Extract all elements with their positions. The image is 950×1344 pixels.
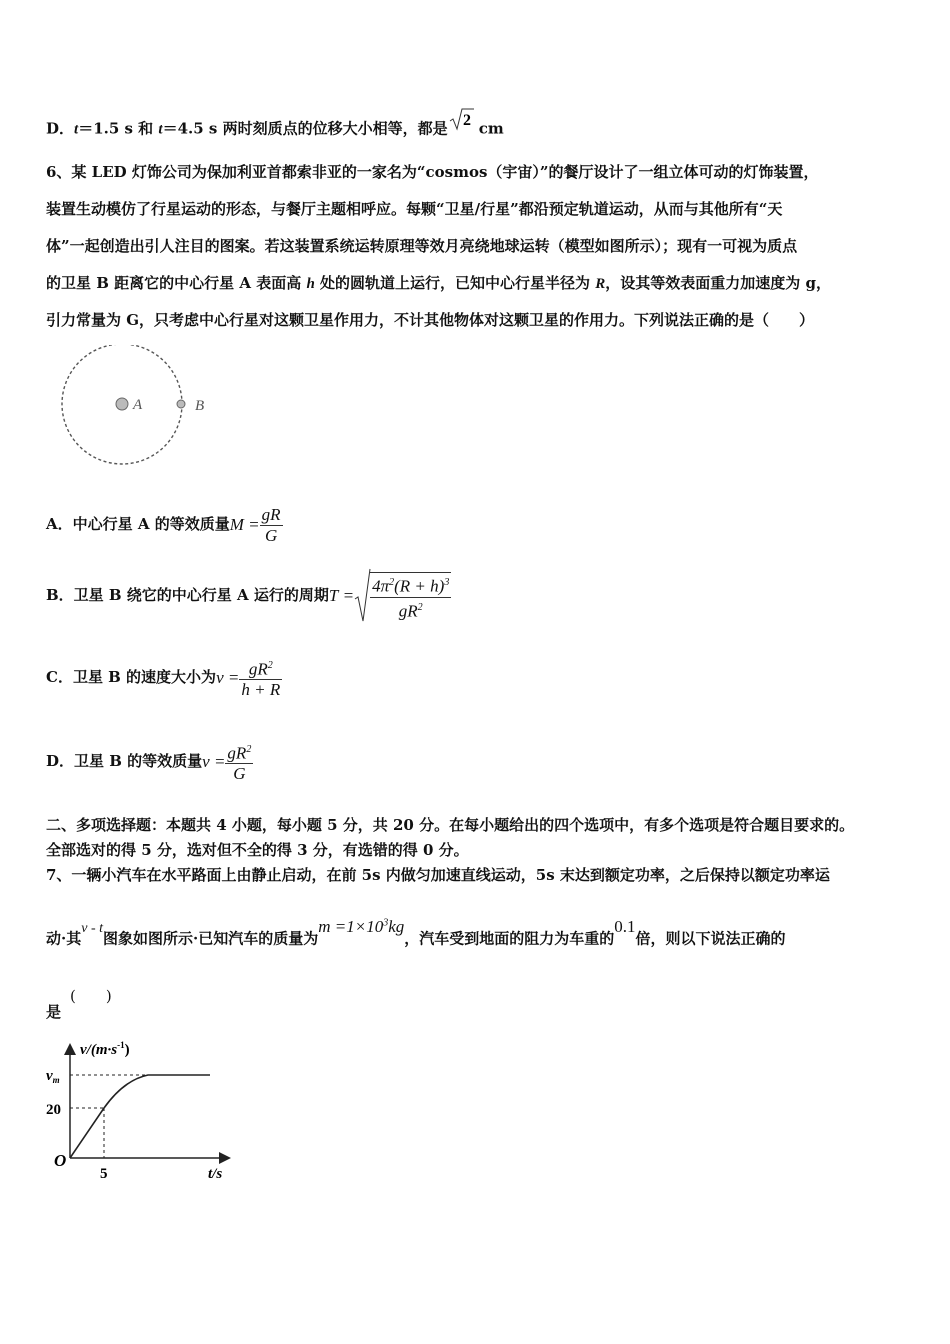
denominator: h + R bbox=[241, 680, 281, 700]
label-b: B bbox=[195, 398, 205, 414]
var-t: t bbox=[74, 121, 79, 138]
var-R: R bbox=[595, 276, 606, 292]
var: v bbox=[202, 752, 210, 771]
text: ，设其等效表面重力加速度为 g， bbox=[605, 274, 831, 292]
velocity-curve bbox=[70, 1075, 210, 1158]
q6-option-c bbox=[46, 652, 282, 703]
q7-line-2 bbox=[46, 915, 786, 961]
var: v bbox=[216, 668, 224, 687]
num-part: gR bbox=[248, 659, 268, 679]
den-part: gR bbox=[398, 601, 418, 621]
fraction bbox=[239, 656, 282, 701]
mass-value: m =1×10 bbox=[318, 916, 384, 936]
q6-option-d bbox=[46, 736, 253, 787]
x-axis-label: t/s bbox=[208, 1166, 223, 1182]
q6-option-a bbox=[46, 504, 283, 546]
math-coef: 0.1 bbox=[614, 916, 636, 936]
text: ＝1.5 s 和 bbox=[78, 119, 159, 138]
equals: = bbox=[223, 668, 240, 687]
numerator: gR bbox=[261, 504, 281, 524]
text: ，汽车受到地面的阻力为车重的 bbox=[404, 929, 615, 948]
var-h: h bbox=[306, 276, 315, 292]
denominator: G bbox=[264, 525, 278, 545]
option-text: C．卫星 B 的速度大小为 bbox=[46, 668, 217, 686]
exponent: 2 bbox=[417, 601, 423, 613]
text: 动·其 bbox=[46, 929, 82, 948]
y-axis-label: $v/(m\cdot s^{-1})$ bbox=[80, 1040, 130, 1058]
q6-line-3: 体”一起创造出引人注目的图案。若这装置系统运转原理等效月亮绕地球运转（模型如图所示）；现有一可视为质点 bbox=[46, 237, 798, 255]
option-text: D．卫星 B 的等效质量 bbox=[46, 752, 203, 770]
label-a: A bbox=[133, 397, 143, 413]
text: 是 bbox=[46, 1003, 62, 1021]
denominator bbox=[370, 598, 451, 622]
q6-line-5: 引力常量为 G，只考虑中心行星对这颗卫星作用力，不计其他物体对这颗卫星的作用力。下列说法正确的是（ ） bbox=[46, 311, 815, 329]
text: ＝4.5 s 两时刻质点的位移大小相等，都是 bbox=[162, 119, 448, 138]
unit: cm bbox=[473, 119, 504, 138]
orbit-figure bbox=[55, 345, 225, 465]
sqrt-symbol bbox=[354, 567, 372, 623]
vt-graph bbox=[40, 1038, 240, 1188]
q6-line-4 bbox=[46, 273, 831, 294]
option-text: B．卫星 B 绕它的中心行星 A 运行的周期 bbox=[46, 586, 329, 604]
q7-line-3 bbox=[46, 1002, 61, 1022]
numerator bbox=[239, 656, 282, 681]
text: 倍，则以下说法正确的 bbox=[635, 929, 786, 948]
var-t: t bbox=[158, 121, 163, 138]
denominator: G bbox=[233, 764, 246, 784]
sqrt-symbol bbox=[448, 106, 474, 132]
num-part: 4π bbox=[372, 576, 390, 596]
exponent: 2 bbox=[246, 743, 252, 755]
fraction bbox=[225, 740, 253, 785]
option-label: D． bbox=[46, 119, 75, 138]
math-lhs bbox=[202, 737, 225, 787]
equals: = bbox=[209, 752, 226, 771]
mass-unit: kg bbox=[388, 916, 405, 936]
numerator bbox=[225, 740, 253, 765]
var: T bbox=[328, 586, 339, 605]
exponent: 3 bbox=[383, 917, 389, 928]
fraction bbox=[370, 572, 451, 621]
sqrt-expression bbox=[448, 106, 474, 137]
origin-label: O bbox=[54, 1151, 67, 1170]
text: 处的圆轨道上运行，已知中心行星半径为 bbox=[314, 274, 596, 292]
q7-line-1: 7、一辆小汽车在水平路面上由静止启动，在前 5s 内做匀加速直线运动，5s 末达到额定功率，之后保持以额定功率运 bbox=[46, 866, 830, 884]
fraction bbox=[260, 505, 283, 546]
tick-20: 20 bbox=[46, 1102, 61, 1118]
var: M bbox=[229, 515, 244, 534]
exponent: 2 bbox=[267, 659, 273, 671]
q6-option-b bbox=[46, 570, 451, 621]
math-lhs bbox=[329, 571, 354, 621]
planet-a bbox=[116, 398, 128, 410]
text: 的卫星 B 距离它的中心行星 A 表面高 bbox=[46, 274, 307, 292]
q7-answer-paren: ( ) bbox=[70, 987, 112, 1005]
vm-label: $v_m$ bbox=[46, 1068, 60, 1085]
text: 图象如图所示·已知汽车的质量为 bbox=[103, 929, 319, 948]
equals: = bbox=[243, 515, 260, 534]
sqrt-expression bbox=[354, 571, 451, 622]
q6-line-1: 6、某 LED 灯饰公司为保加利亚首都索非亚的一家名为“cosmos（宇宙）”的餐厅设计了一组立体可动的灯饰装置， bbox=[46, 163, 819, 181]
q6-line-2: 装置生动模仿了行星运动的形态，与餐厅主题相呼应。每颗“卫星/行星”都沿预定轨道运动，从而与其他所有“天 bbox=[46, 200, 783, 218]
num-part: gR bbox=[227, 743, 247, 763]
num-part: (R + h) bbox=[394, 576, 445, 596]
tick-5: 5 bbox=[100, 1166, 108, 1182]
math-lhs bbox=[230, 505, 260, 545]
math-lhs bbox=[216, 653, 239, 703]
section-2-line-2: 全部选对的得 5 分，选对但不全的得 3 分，有选错的得 0 分。 bbox=[46, 841, 469, 859]
sqrt-arg: 2 bbox=[462, 112, 471, 129]
satellite-b bbox=[177, 400, 185, 408]
exponent: 3 bbox=[444, 577, 450, 589]
section-2-line-1: 二、多项选择题：本题共 4 小题，每小题 5 分，共 20 分。在每小题给出的四个选项中，有多个选项是符合题目要求的。 bbox=[46, 816, 855, 834]
option-text: A．中心行星 A 的等效质量 bbox=[46, 515, 230, 533]
numerator bbox=[370, 573, 451, 598]
q5-option-d bbox=[46, 114, 504, 145]
equals: = bbox=[338, 586, 355, 605]
exponent: 2 bbox=[389, 577, 395, 589]
math-vt: v - t bbox=[81, 920, 103, 936]
math-mass bbox=[318, 917, 404, 936]
